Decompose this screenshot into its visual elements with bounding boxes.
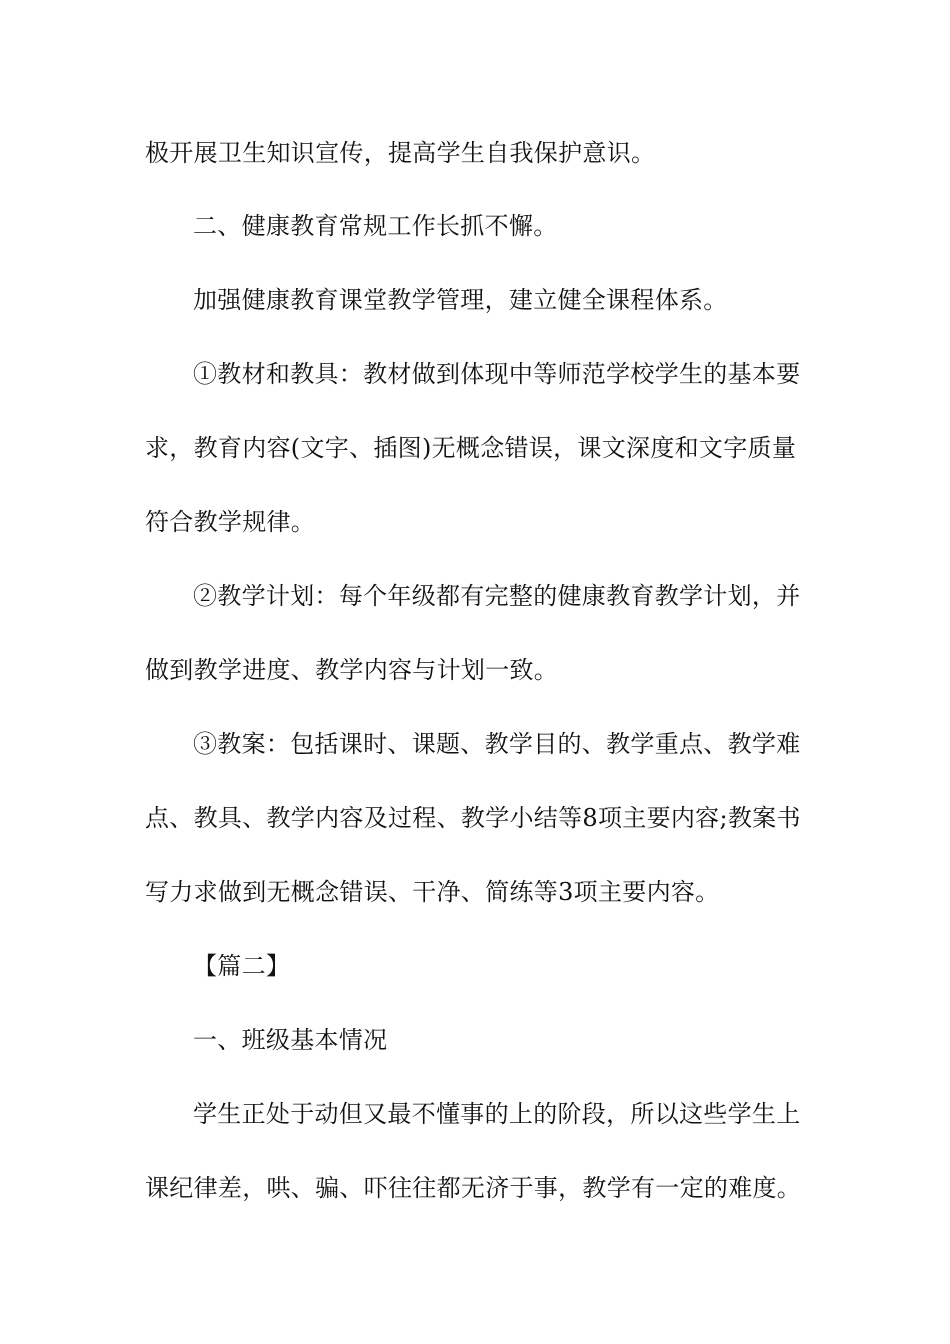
paragraph-line: 极开展卫生知识宣传，提高学生自我保护意识。 <box>145 139 656 167</box>
section-title: 【篇二】 <box>193 952 291 980</box>
paragraph-line: 点、教具、教学内容及过程、教学小结等8项主要内容;教案书 <box>145 804 801 832</box>
paragraph-line: 符合教学规律。 <box>145 508 316 536</box>
paragraph-line: 写力求做到无概念错误、干净、简练等3项主要内容。 <box>145 878 720 906</box>
paragraph-line: 求，教育内容(文字、插图)无概念错误，课文深度和文字质量 <box>145 434 797 462</box>
section-heading: 二、健康教育常规工作长抓不懈。 <box>193 212 558 240</box>
paragraph-line: 做到教学进度、教学内容与计划一致。 <box>145 656 559 684</box>
list-item-line: ①教材和教具：教材做到体现中等师范学校学生的基本要 <box>193 360 801 388</box>
section-heading: 一、班级基本情况 <box>193 1026 388 1054</box>
paragraph-line: 加强健康教育课堂教学管理，建立健全课程体系。 <box>193 286 728 314</box>
list-item-line: ③教案：包括课时、课题、教学目的、教学重点、教学难 <box>193 730 801 758</box>
list-item-line: ②教学计划：每个年级都有完整的健康教育教学计划，并 <box>193 582 801 610</box>
paragraph-line: 课纪律差，哄、骗、吓往往都无济于事，教学有一定的难度。 <box>145 1174 802 1202</box>
paragraph-line: 学生正处于动但又最不懂事的上的阶段，所以这些学生上 <box>193 1100 801 1128</box>
